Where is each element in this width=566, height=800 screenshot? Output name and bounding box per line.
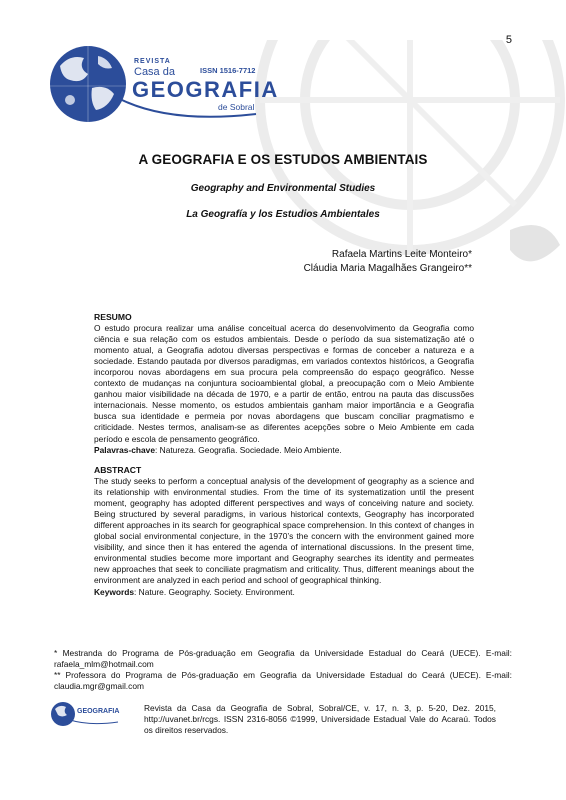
logo-casa-da: Casa da	[134, 66, 175, 78]
journal-logo	[48, 44, 278, 128]
author-list	[304, 248, 472, 276]
author-name: Cláudia Maria Magalhães Grangeiro**	[303, 263, 472, 274]
keywords-text: : Nature. Geography. Society. Environment.	[134, 586, 295, 597]
article-title: A GEOGRAFIA E OS ESTUDOS AMBIENTAIS	[138, 152, 428, 167]
logo-revista: REVISTA	[134, 58, 171, 65]
footnote: ** Professora do Programa de Pós-graduação em Geografia da Universidade Estadual do Ceará (UECE). E-mail: claudia.mgr@gmail.com	[54, 670, 512, 691]
keywords-label: Palavras-chave	[94, 444, 155, 455]
resumo-body: O estudo procura realizar uma análise conceitual acerca do desenvolvimento da Geografia como ciência e sua relação com os estudos ambientais. Desde o período da sua sistematização até o momento atual, a Geografia adotou diversas perspectivas e formas de conceber a natureza e a sociedade. Estando pautada por diversos paradigmas, em variados contextos históricos, a Geografia incorporou novas abordagens em sua procura pela compreensão do espaço geográfico. Nesse contexto de mudanças na conjuntura socioambiental global, a preocupação com o Meio Ambiente ganhou maior visibilidade na década de 1970, e a partir de então, entrou na pauta das discussões internacionais. Nesse momento, os estudos ambientais ganham maior importância e a Geografia busca sua identidade e permeia por novas abordagens que buscam conciliar pragmatismo e criticidade. Nestes termos, analisam-se as diferentes acepções sobre o Meio Ambiente em cada período e escola de pensamento geográfico.	[94, 323, 474, 444]
footer-logo	[50, 700, 122, 728]
footer-logo-text: GEOGRAFIA	[77, 708, 120, 715]
author-name: Rafaela Martins Leite Monteiro*	[331, 249, 472, 260]
footnotes	[54, 648, 512, 692]
resumo-heading: RESUMO	[94, 312, 132, 322]
resumo-section	[94, 312, 474, 456]
abstract-body: The study seeks to perform a conceptual analysis of the development of geography as a science and its relationship with environmental studies. From the time of its systematization until the present moment, geography has adopted different perspectives and ways of conceiving nature and society. Being structured by several paradigms, in various historical contexts, Geography has incorporated different approaches in its search for geographical space comprehension. In this context of changes in global social environmental conjecture, in the 1970’s the concern with the environment gained more visibility, and since then it has entered the agenda of international discussions. In the present time, environmental studies become more important and Geography searches its identity and permeates new approaches that seek to conciliate pragmatism and criticality. Thus, different meanings about the environment are analyzed in each period and school of geographical thinking.	[94, 476, 474, 586]
logo-geografia: GEOGRAFIA	[132, 77, 279, 102]
keywords-text: : Natureza. Geografia. Sociedade. Meio Ambiente.	[155, 444, 342, 455]
subtitle-english: Geography and Environmental Studies	[190, 183, 376, 194]
footnote: * Mestranda do Programa de Pós-graduação em Geografia da Universidade Estadual do Ceará (UECE). E-mail: rafaela_mlm@hotmail.com	[54, 648, 512, 669]
subtitle-spanish: La Geografía y los Estudios Ambientales	[186, 209, 380, 220]
keywords-label: Keywords	[94, 586, 135, 597]
page-number: 5	[505, 34, 512, 46]
resumo-keywords	[94, 445, 474, 456]
abstract-heading: ABSTRACT	[94, 465, 142, 475]
abstract-keywords	[94, 587, 474, 598]
journal-citation: Revista da Casa da Geografia de Sobral, Sobral/CE, v. 17, n. 3, p. 5-20, Dez. 2015, http://uvanet.br/rcgs. ISSN 2316-8056 ©1999, Universidade Estadual Vale do Acaraú. Todos os direitos reservados.	[144, 703, 496, 735]
logo-issn: ISSN 1516-7712	[200, 66, 256, 75]
abstract-section	[94, 465, 474, 598]
logo-de-sobral: de Sobral	[218, 102, 255, 112]
